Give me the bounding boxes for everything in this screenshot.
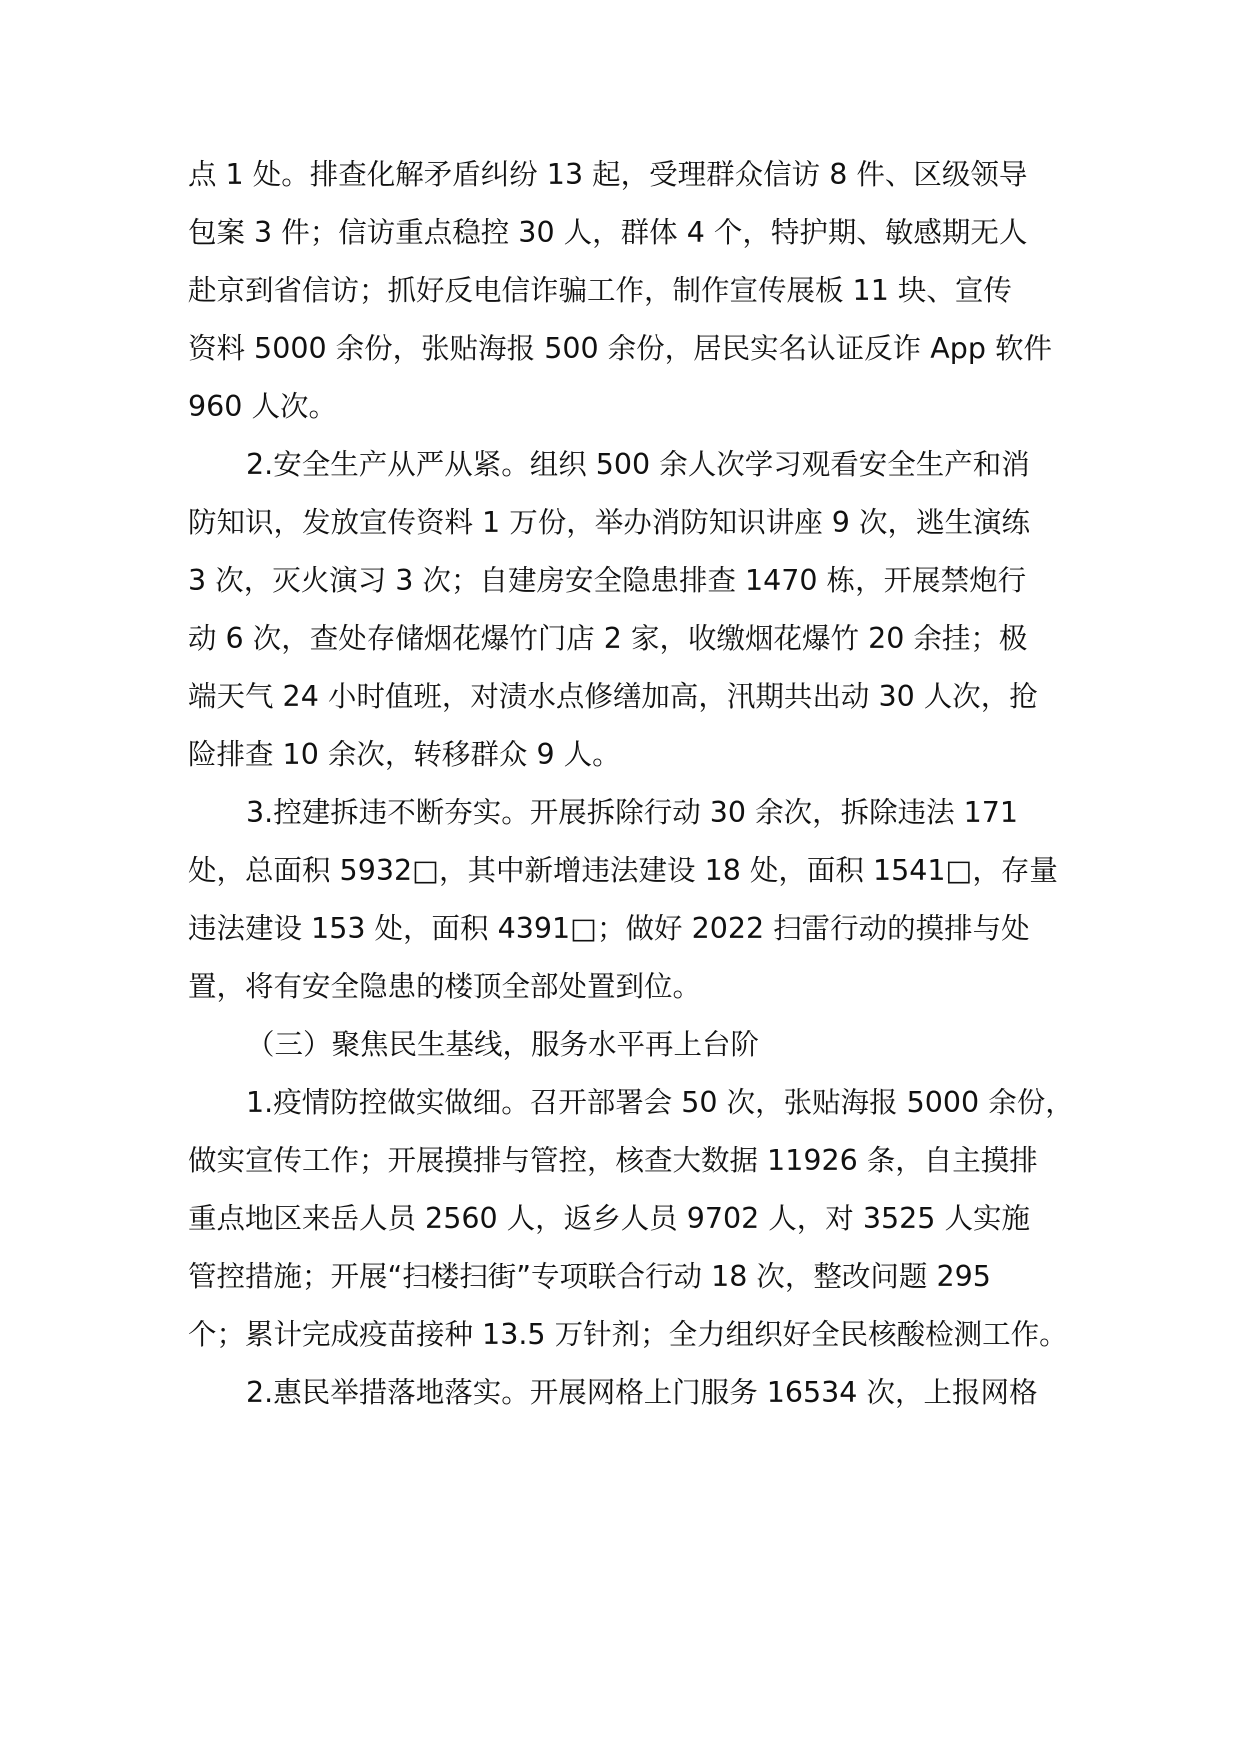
paragraph-line: 2.惠民举措落地落实。开展网格上门服务 16534 次，上报网格: [246, 1376, 1038, 1409]
paragraph-line: 管控措施；开展“扫楼扫街”专项联合行动 18 次，整改问题 295: [188, 1260, 991, 1293]
paragraph-line: 960 人次。: [188, 390, 337, 423]
paragraph-line: 端天气 24 小时值班，对渍水点修缮加高，汛期共出动 30 人次，抢: [188, 680, 1038, 713]
paragraph-line: 2.安全生产从严从紧。组织 500 余人次学习观看安全生产和消: [246, 448, 1030, 481]
paragraph-line: 处，总面积 5932□，其中新增违法建设 18 处，面积 1541□，存量: [188, 854, 1058, 887]
paragraph-line: 3 次，灭火演习 3 次；自建房安全隐患排查 1470 栋，开展禁炮行: [188, 564, 1027, 597]
paragraph-line: 置，将有安全隐患的楼顶全部处置到位。: [188, 970, 702, 1003]
paragraph-line: 个；累计完成疫苗接种 13.5 万针剂；全力组织好全民核酸检测工作。: [188, 1318, 1068, 1351]
paragraph-line: 资料 5000 余份，张贴海报 500 余份，居民实名认证反诈 App 软件: [188, 332, 1052, 365]
paragraph-line: 动 6 次，查处存储烟花爆竹门店 2 家，收缴烟花爆竹 20 余挂；极: [188, 622, 1028, 655]
paragraph-line: 违法建设 153 处，面积 4391□；做好 2022 扫雷行动的摸排与处: [188, 912, 1030, 945]
section-heading: （三）聚焦民生基线，服务水平再上台阶: [246, 1028, 760, 1061]
paragraph-line: 1.疫情防控做实做细。召开部署会 50 次，张贴海报 5000 余份，: [246, 1086, 1074, 1119]
paragraph-line: 3.控建拆违不断夯实。开展拆除行动 30 余次，拆除违法 171: [246, 796, 1019, 829]
paragraph-line: 做实宣传工作；开展摸排与管控，核查大数据 11926 条，自主摸排: [188, 1144, 1038, 1177]
paragraph-line: 点 1 处。排查化解矛盾纠纷 13 起，受理群众信访 8 件、区级领导: [188, 158, 1028, 191]
paragraph-line: 防知识，发放宣传资料 1 万份，举办消防知识讲座 9 次，逃生演练: [188, 506, 1031, 539]
paragraph-line: 赴京到省信访；抓好反电信诈骗工作，制作宣传展板 11 块、宣传: [188, 274, 1012, 307]
paragraph-line: 重点地区来岳人员 2560 人，返乡人员 9702 人，对 3525 人实施: [188, 1202, 1030, 1235]
paragraph-line: 包案 3 件；信访重点稳控 30 人，群体 4 个，特护期、敏感期无人: [188, 216, 1028, 249]
paragraph-line: 险排查 10 余次，转移群众 9 人。: [188, 738, 621, 771]
